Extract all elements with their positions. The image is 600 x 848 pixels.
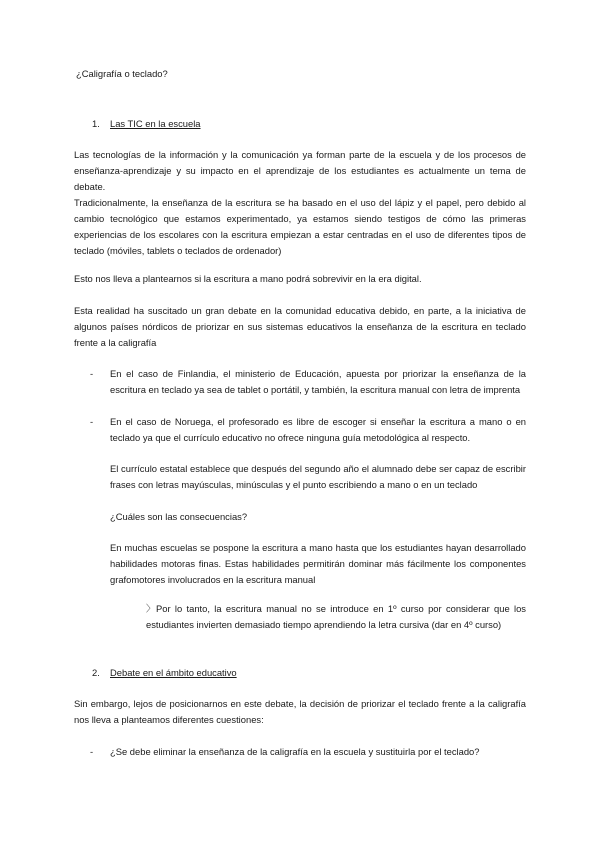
arrow-marker-icon: 〉 <box>146 603 156 614</box>
paragraph-consequences-question: ¿Cuáles son las consecuencias? <box>110 511 248 522</box>
section-2-number: 2. <box>92 667 100 678</box>
arrow-item-text: Por lo tanto, la escritura manual no se introduce en 1º curso por considerar que los estudiantes invierten demasiado tiempo aprendiendo la letra cursiva (dar en 4º curso) <box>146 603 526 630</box>
paragraph-questions-intro: Sin embargo, lejos de posicionarnos en este debate, la decisión de priorizar el teclado frente a la caligrafía nos lleva a planteamos diferentes cuestiones: <box>74 698 526 725</box>
bullet-eliminate-text: ¿Se debe eliminar la enseñanza de la caligrafía en la escuela y sustituirla por el teclado? <box>110 746 480 757</box>
paragraph-curriculum: El currículo estatal establece que después del segundo año el alumnado debe ser capaz de escribir frases con letras mayúsculas, minúsculas y el punto escribiendo a mano o en un teclado <box>110 463 526 490</box>
paragraph-survival-question: Esto nos lleva a plantearnos si la escritura a mano podrá sobrevivir en la era digital. <box>74 273 422 284</box>
bullet-norway-text: En el caso de Noruega, el profesorado es libre de escoger si enseñar la escritura a mano o en teclado ya que el currículo educativo no ofrece ninguna guía metodológica al respecto. <box>110 416 526 443</box>
bullet-dash: - <box>90 368 94 379</box>
paragraph-tic-intro: Las tecnologías de la información y la comunicación ya forman parte de la escuela y de los procesos de enseñanza-aprendizaje y su impacto en el aprendizaje de los estudiantes es actualmente un tema de debate. <box>74 149 526 192</box>
paragraph-motor-skills: En muchas escuelas se pospone la escritura a mano hasta que los estudiantes hayan desarrollado habilidades motoras finas. Estas habilidades permitirán dominar más fácilmente los componentes grafomotores involucrados en la escritura manual <box>110 542 526 585</box>
paragraph-debate: Esta realidad ha suscitado un gran debate en la comunidad educativa debido, en parte, a la iniciativa de algunos países nórdicos de priorizar en sus sistemas educativos la enseñanza de la escritura en teclado frente a la caligrafía <box>74 305 526 348</box>
document-title: ¿Caligrafía o teclado? <box>76 68 168 79</box>
bullet-dash: - <box>90 746 94 757</box>
section-2-title: Debate en el ámbito educativo <box>110 667 237 678</box>
section-1-title: Las TIC en la escuela <box>110 118 201 129</box>
bullet-dash: - <box>90 416 94 427</box>
paragraph-traditional-writing: Tradicionalmente, la enseñanza de la escritura se ha basado en el uso del lápiz y el papel, pero debido al cambio tecnológico que estamos experimentado, ya estamos siendo testigos de cómo las primeras experiencias de los escolares con la escritura empiezan a estar centradas en el uso de diferentes tipos de teclado (móviles, tablets o teclados de ordenador) <box>74 197 526 256</box>
bullet-finland-text: En el caso de Finlandia, el ministerio de Educación, apuesta por priorizar la enseñanza de la escritura en teclado ya sea de tablet o portátil, y también, la escritura manual con letra de imprenta <box>110 368 526 395</box>
section-1-number: 1. <box>92 118 100 129</box>
